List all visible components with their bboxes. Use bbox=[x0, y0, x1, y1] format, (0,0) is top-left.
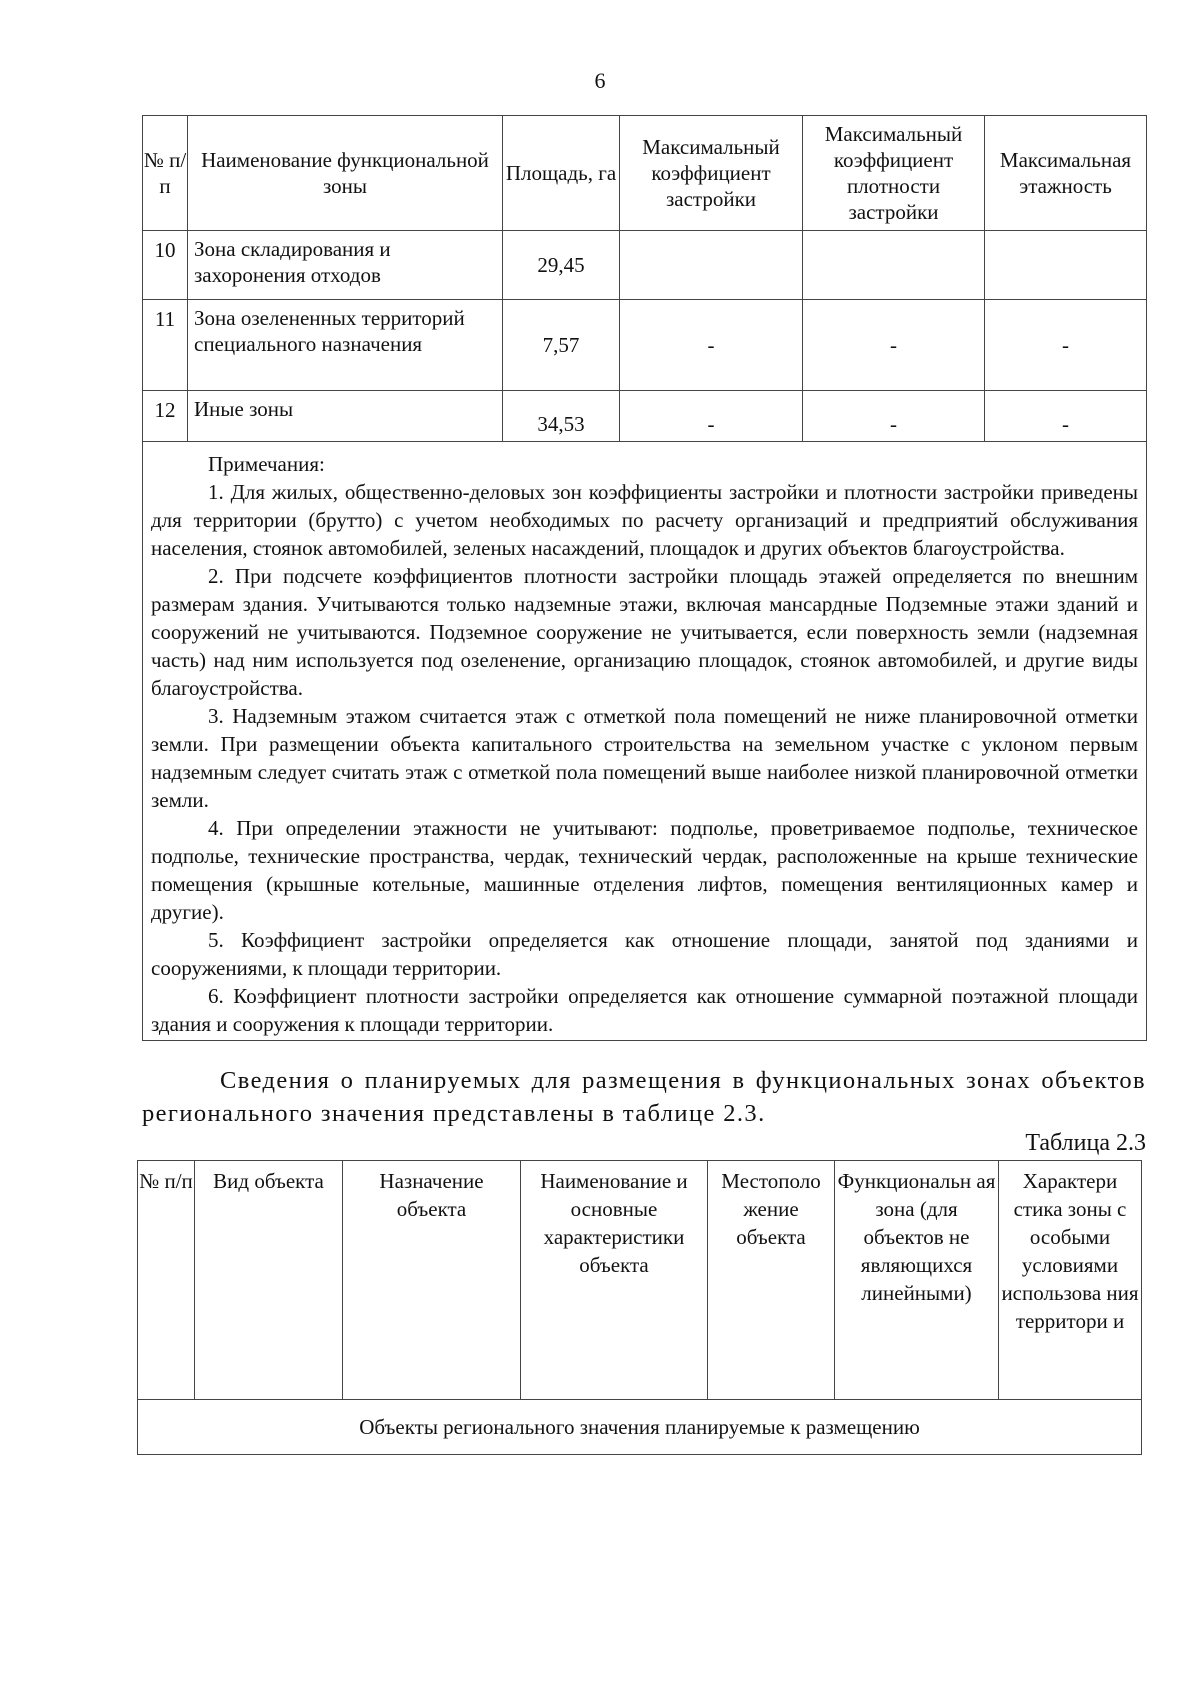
row-density: - bbox=[803, 300, 985, 391]
header-number: № п/п bbox=[143, 116, 188, 231]
row-number: 12 bbox=[143, 391, 188, 442]
page-number: 6 bbox=[594, 68, 606, 93]
header-object-location: Местополо жение объекта bbox=[708, 1161, 835, 1400]
row-area: 34,53 bbox=[503, 391, 620, 442]
row-zone-name: Зона озелененных территорий специального назначения bbox=[188, 300, 503, 391]
row-number: 11 bbox=[143, 300, 188, 391]
notes-title: Примечания: bbox=[208, 452, 325, 476]
functional-zones-table bbox=[142, 115, 1147, 1041]
notes-cell bbox=[143, 442, 1147, 1041]
intro-text: Сведения о планируемых для размещения в функциональных зонах объектов регионального значения представлены в таблице 2.3. bbox=[142, 1067, 1146, 1127]
row-area: 7,57 bbox=[503, 300, 620, 391]
section-row bbox=[138, 1400, 1142, 1455]
row-coef: - bbox=[620, 300, 803, 391]
header-number: № п/п bbox=[138, 1161, 195, 1400]
row-zone-name: Зона складирования и захоронения отходов bbox=[188, 231, 503, 300]
table-header-row bbox=[143, 116, 1147, 231]
row-density: - bbox=[803, 391, 985, 442]
row-floors bbox=[985, 231, 1147, 300]
table-row bbox=[143, 231, 1147, 300]
header-object-type: Вид объекта bbox=[195, 1161, 343, 1400]
table-row bbox=[143, 391, 1147, 442]
table-row bbox=[143, 300, 1147, 391]
table-label: Таблица 2.3 bbox=[1025, 1130, 1146, 1156]
header-functional-zone: Функциональн ая зона (для объектов не являющихся линейными) bbox=[835, 1161, 999, 1400]
note-1: 1. Для жилых, общественно-деловых зон коэффициенты застройки и плотности застройки приведены для территории (брутто) с учетом необходимых по расчету организаций и предприятий обслуживания населения, стоянок автомобилей, зеленых насаждений, площадок и других объектов благоустройства. bbox=[151, 480, 1138, 560]
row-floors: - bbox=[985, 391, 1147, 442]
header-object-name: Наименование и основные характеристики объекта bbox=[521, 1161, 708, 1400]
note-4: 4. При определении этажности не учитывают: подполье, проветриваемое подполье, техническое подполье, технические пространства, чердак, технический чердак, расположенные на крыше технические помещения (крышные котельные, машинные отделения лифтов, помещения вентиляционных камер и другие). bbox=[151, 816, 1138, 924]
note-5: 5. Коэффициент застройки определяется как отношение площади, занятой под зданиями и сооружениями, к площади территории. bbox=[151, 928, 1138, 980]
row-area: 29,45 bbox=[503, 231, 620, 300]
row-coef bbox=[620, 231, 803, 300]
row-coef: - bbox=[620, 391, 803, 442]
note-2: 2. При подсчете коэффициентов плотности застройки площадь этажей определяется по внешним размерам здания. Учитываются только надземные этажи, включая мансардные Подземные этажи зданий и сооружений не учитываются. Подземное сооружение не учитывается, если поверхность земли (надземная часть) над ним используется под озеленение, организацию площадок, стоянок автомобилей, и другие виды благоустройства. bbox=[151, 564, 1138, 700]
header-zone-name: Наименование функциональной зоны bbox=[188, 116, 503, 231]
header-max-density: Максимальный коэффициент плотности застройки bbox=[803, 116, 985, 231]
note-6: 6. Коэффициент плотности застройки определяется как отношение суммарной поэтажной площади здания и сооружения к площади территории. bbox=[151, 984, 1138, 1036]
intro-paragraph bbox=[142, 1064, 1146, 1130]
row-floors: - bbox=[985, 300, 1147, 391]
row-number: 10 bbox=[143, 231, 188, 300]
header-zone-characteristics: Характери стика зоны с особыми условиями использова ния территори и bbox=[999, 1161, 1142, 1400]
row-zone-name: Иные зоны bbox=[188, 391, 503, 442]
header-max-floors: Максимальная этажность bbox=[985, 116, 1147, 231]
header-max-coef: Максимальный коэффициент застройки bbox=[620, 116, 803, 231]
regional-objects-table bbox=[137, 1160, 1142, 1455]
section-title: Объекты регионального значения планируемые к размещению bbox=[138, 1400, 1142, 1455]
notes-row bbox=[143, 442, 1147, 1041]
note-3: 3. Надземным этажом считается этаж с отметкой пола помещений не ниже планировочной отметки земли. При размещении объекта капитального строительства на земельном участке с уклоном первым надземным следует считать этаж с отметкой пола помещений выше наиболее низкой планировочной отметки земли. bbox=[151, 704, 1138, 812]
header-area: Площадь, га bbox=[503, 116, 620, 231]
table-header-row bbox=[138, 1161, 1142, 1400]
row-density bbox=[803, 231, 985, 300]
header-object-purpose: Назначение объекта bbox=[343, 1161, 521, 1400]
